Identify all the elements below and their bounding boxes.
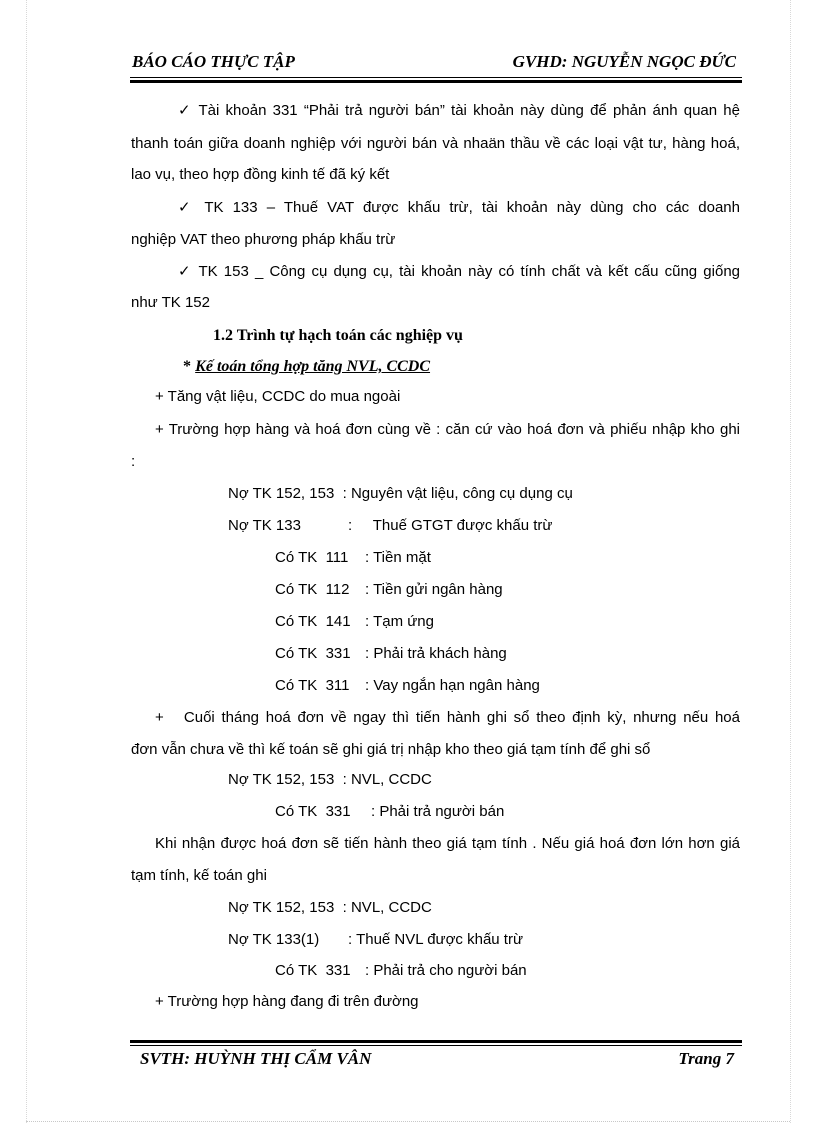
entry-debit-152-153-invoice: Nợ TK 152, 153 : NVL, CCDC <box>228 899 432 916</box>
subsection-title: Kế toán tổng hợp tăng NVL, CCDC <box>195 358 431 375</box>
footer-rule-thick <box>130 1040 742 1043</box>
header-rule-thin <box>130 77 742 78</box>
entry-debit-1331: Nợ TK 133(1) : Thuế NVL được khấu trừ <box>228 931 523 948</box>
paragraph-tk331-line2: thanh toán giữa doanh nghiệp với người bán và nhaän thầu về các loại vật tư, hàng hoá, <box>131 135 740 152</box>
entry-credit-141: Có TK 141 : Tạm ứng <box>275 613 434 630</box>
case-goods-and-invoice: + Trường hợp hàng và hoá đơn cùng về : căn cứ vào hoá đơn và phiếu nhập kho ghi <box>155 421 740 438</box>
paragraph-tk153-line2: như TK 152 <box>131 294 210 311</box>
entry-credit-112: Có TK 112 : Tiền gửi ngân hàng <box>275 581 503 598</box>
page-edge-left <box>26 0 27 1123</box>
header-rule-thick <box>130 80 742 83</box>
entry-credit-331: Có TK 331 : Phải trả khách hàng <box>275 645 507 662</box>
section-heading: 1.2 Trình tự hạch toán các nghiệp vụ <box>213 327 463 344</box>
paragraph-tk331-line3: lao vụ, theo hợp đồng kinh tế đã ký kết <box>131 166 390 183</box>
subsection-heading <box>183 357 430 377</box>
entry-debit-152-153-provisional: Nợ TK 152, 153 : NVL, CCDC <box>228 771 432 788</box>
footer-student-name: SVTH: HUỲNH THỊ CẨM VÂN <box>140 1049 372 1068</box>
case-end-of-month: + Cuối tháng hoá đơn về ngay thì tiến hành ghi sổ theo định kỳ, nhưng nếu hoá <box>155 709 740 726</box>
case-goods-and-invoice-colon: : <box>131 453 136 470</box>
case-purchase: + Tăng vật liệu, CCDC do mua ngoài <box>155 388 401 405</box>
check-icon: ✓ <box>178 102 193 119</box>
entry-credit-311: Có TK 311 : Vay ngắn hạn ngân hàng <box>275 677 540 694</box>
paragraph-invoice-received-line2: tạm tính, kế toán ghi <box>131 867 267 884</box>
header-supervisor: GVHD: NGUYỄN NGỌC ĐỨC <box>512 52 736 71</box>
page-edge-right <box>790 0 791 1123</box>
paragraph-tk331-line1: ✓ Tài khoản 331 “Phải trả người bán” tài khoản này dùng để phản ánh quan hệ <box>178 102 740 119</box>
entry-credit-331-provisional: Có TK 331 : Phải trả người bán <box>275 803 505 820</box>
check-icon: ✓ <box>178 263 193 280</box>
case-goods-in-transit: + Trường hợp hàng đang đi trên đường <box>155 993 419 1010</box>
page-bottom-edge <box>26 1121 790 1122</box>
footer-rule-thin <box>130 1045 742 1046</box>
header-report-title: BÁO CÁO THỰC TẬP <box>132 52 295 71</box>
entry-credit-111: Có TK 111 : Tiền mặt <box>275 549 431 566</box>
paragraph-invoice-received: Khi nhận được hoá đơn sẽ tiến hành theo giá tạm tính . Nếu giá hoá đơn lớn hơn giá <box>155 835 740 852</box>
paragraph-tk153-line1: ✓ TK 153 _ Công cụ dụng cụ, tài khoản này có tính chất và kết cấu cũng giống <box>178 263 740 280</box>
paragraph-tk133-line1: ✓ TK 133 – Thuế VAT được khấu trừ, tài khoản này dùng cho các doanh <box>178 199 740 216</box>
footer-page-number: Trang 7 <box>678 1049 734 1068</box>
entry-credit-331-invoice: Có TK 331 : Phải trả cho người bán <box>275 962 527 979</box>
case-end-of-month-line2: đơn vẫn chưa về thì kế toán sẽ ghi giá trị nhập kho theo giá tạm tính để ghi sổ <box>131 741 651 758</box>
star-bullet: * <box>183 358 191 375</box>
entry-debit-133: Nợ TK 133 : Thuế GTGT được khấu trừ <box>228 517 553 534</box>
paragraph-tk133-line2: nghiệp VAT theo phương pháp khấu trừ <box>131 231 396 248</box>
entry-debit-152-153: Nợ TK 152, 153 : Nguyên vật liệu, công cụ dụng cụ <box>228 485 573 502</box>
check-icon: ✓ <box>178 199 196 216</box>
